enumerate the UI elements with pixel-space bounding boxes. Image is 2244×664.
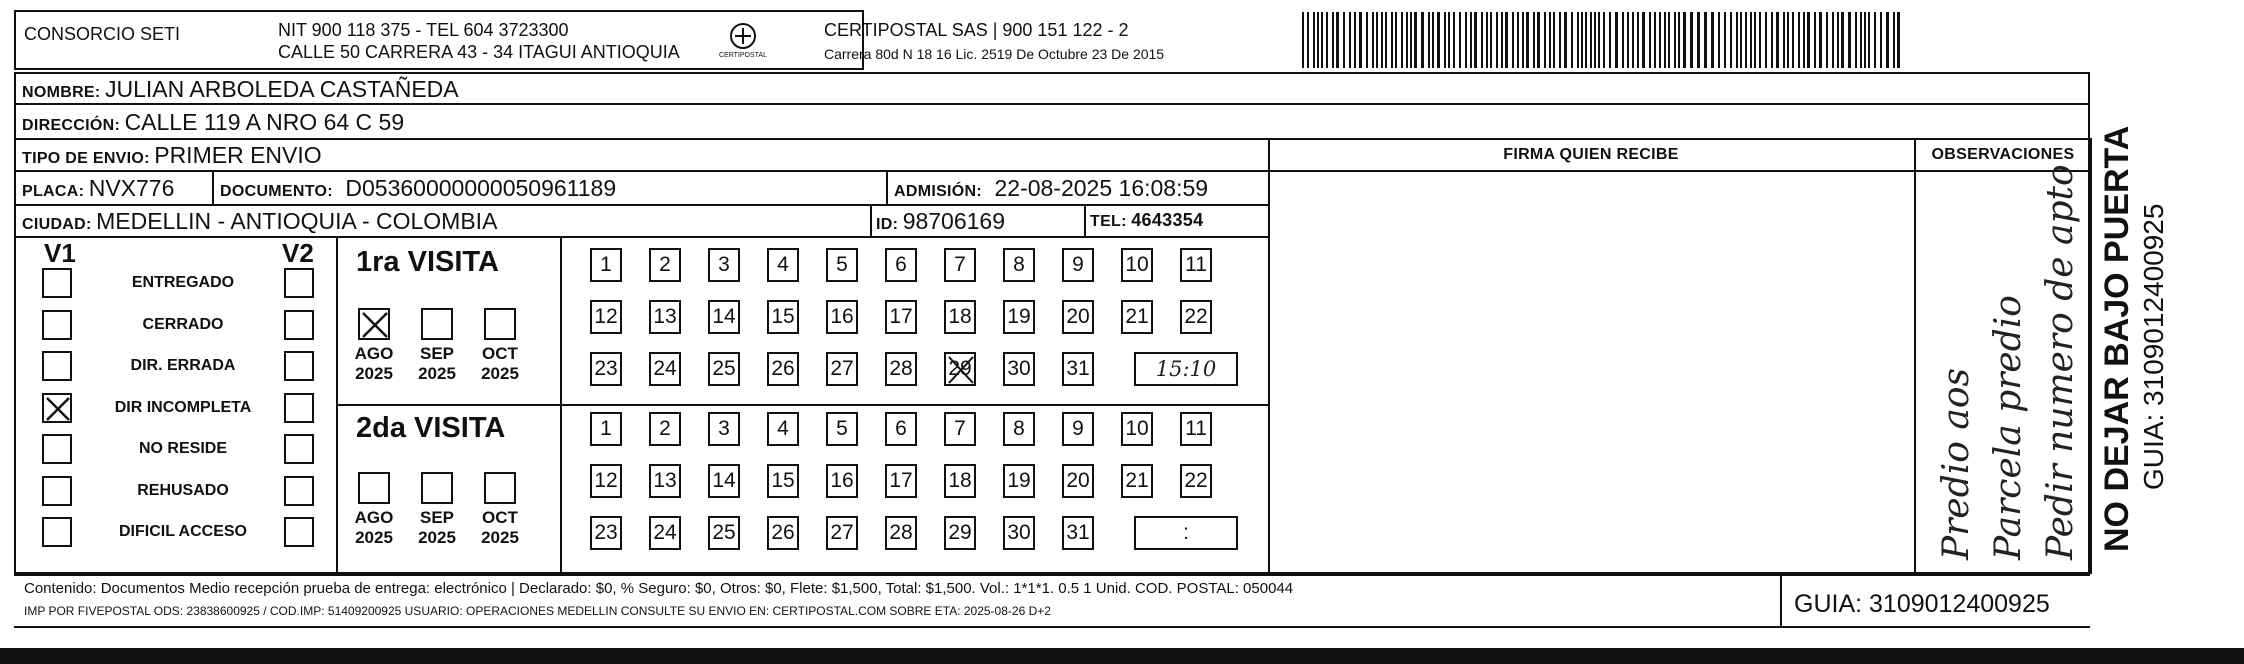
barcode-bar: [1754, 12, 1756, 68]
tipo-value: PRIMER ENVIO: [154, 142, 322, 168]
day-box[interactable]: 11: [1180, 412, 1212, 446]
documento-row: [220, 175, 616, 202]
day-box[interactable]: 24: [649, 516, 681, 550]
barcode-bar: [1366, 12, 1368, 68]
barcode-bar: [1332, 12, 1334, 68]
barcode-bar: [1437, 12, 1440, 68]
row-line-1: [14, 103, 2090, 105]
barcode-bar: [1826, 12, 1828, 68]
barcode-bar: [1381, 12, 1383, 68]
day-box[interactable]: 27: [826, 516, 858, 550]
status-label: DIFICIL ACCESO: [118, 523, 247, 540]
barcode-bar: [1787, 12, 1789, 68]
barcode-bar: [1326, 12, 1328, 68]
placa-divider: [212, 170, 214, 204]
barcode: [1302, 12, 1902, 70]
barcode-bar: [1391, 12, 1393, 68]
direccion-label: DIRECCIÓN:: [22, 117, 121, 134]
no-dejar-warning: NO DEJAR BAJO PUERTA: [2098, 125, 2136, 552]
certipostal-logo: [718, 20, 768, 64]
barcode-bar: [1307, 12, 1309, 68]
barcode-bar: [1654, 12, 1656, 68]
day-box[interactable]: 21: [1121, 300, 1153, 334]
day-box[interactable]: 31: [1062, 516, 1094, 550]
obs-right-line: [2090, 138, 2092, 574]
day-box[interactable]: 13: [649, 464, 681, 498]
barcode-bar: [1459, 12, 1461, 68]
ciudad-value: MEDELLIN - ANTIOQUIA - COLOMBIA: [96, 208, 498, 234]
side-guia: GUIA: 3109012400925: [2138, 203, 2169, 490]
barcode-bar: [1549, 12, 1551, 68]
barcode-bar: [1615, 12, 1618, 68]
barcode-bar: [1798, 12, 1800, 68]
year-label: 2025: [481, 528, 519, 547]
barcode-bar: [1432, 12, 1434, 68]
month-checkbox[interactable]: [358, 472, 390, 504]
barcode-bar: [1745, 12, 1747, 68]
barcode-bar: [1678, 12, 1680, 68]
day-box[interactable]: 23: [590, 516, 622, 550]
firma-left-line: [1268, 138, 1270, 574]
barcode-bar: [1740, 12, 1742, 68]
day-box[interactable]: 2: [649, 412, 681, 446]
barcode-bar: [1668, 12, 1670, 68]
time-box[interactable]: 15:10: [1134, 352, 1238, 386]
day-box[interactable]: 9: [1062, 412, 1094, 446]
footer-line1: Contenido: Documentos Medio recepción prueba de entrega: electrónico | Declarado: $0, % Seguro: $0, Otros: $0, Flete: $1,500, Total: $1,500. Vol.: 1*1*1. 0.5 1 Unid. COD. POSTAL: 050044: [24, 580, 1294, 597]
v1-checkbox[interactable]: [42, 434, 72, 464]
barcode-bar: [1783, 12, 1785, 68]
day-box[interactable]: 18: [944, 464, 976, 498]
day-box[interactable]: 26: [767, 352, 799, 386]
status-label: REHUSADO: [137, 481, 229, 499]
day-box[interactable]: 25: [708, 516, 740, 550]
day-box[interactable]: 6: [885, 412, 917, 446]
day-box[interactable]: 24: [649, 352, 681, 386]
row-line-4b: [1268, 170, 2090, 172]
v2-checkbox[interactable]: [284, 517, 314, 547]
day-box[interactable]: 25: [708, 352, 740, 386]
tel-label: TEL:: [1090, 213, 1127, 230]
barcode-bar: [1848, 12, 1851, 68]
barcode-bar: [1585, 12, 1587, 68]
day-box[interactable]: 29: [944, 516, 976, 550]
barcode-bar: [1343, 12, 1345, 68]
barcode-bar: [1336, 12, 1339, 68]
v2-checkbox[interactable]: [284, 310, 314, 340]
barcode-bar: [1711, 12, 1714, 68]
barcode-bar: [1776, 12, 1779, 68]
row-line-4: [14, 204, 1268, 206]
day-box[interactable]: 9: [1062, 248, 1094, 282]
id-row: [876, 208, 1005, 235]
day-box[interactable]: 13: [649, 300, 681, 334]
address-line: CALLE 50 CARRERA 43 - 34 ITAGUI ANTIOQUIA: [278, 42, 680, 62]
barcode-bar: [1864, 12, 1866, 68]
v1-checkbox[interactable]: [42, 517, 72, 547]
barcode-bar: [1581, 12, 1583, 68]
barcode-bar: [1349, 12, 1351, 68]
tel-row: [1090, 210, 1203, 231]
day-box[interactable]: 22: [1180, 464, 1212, 498]
barcode-bar: [1868, 12, 1870, 68]
day-box[interactable]: 8: [1003, 248, 1035, 282]
barcode-bar: [1736, 12, 1738, 68]
barcode-bar: [1501, 12, 1503, 68]
day-box[interactable]: 28: [885, 516, 917, 550]
tipo-label: TIPO DE ENVIO:: [22, 150, 150, 167]
barcode-bar: [1697, 12, 1700, 68]
direccion-row: [22, 109, 404, 136]
observacion-note: Pedir numero de apto: [2040, 164, 2081, 560]
barcode-bar: [1421, 12, 1424, 68]
day-box[interactable]: 11: [1180, 248, 1212, 282]
day-box[interactable]: 30: [1003, 352, 1035, 386]
barcode-bar: [1659, 12, 1661, 68]
firma-header: FIRMA QUIEN RECIBE: [1503, 146, 1679, 163]
day-box[interactable]: 5: [826, 248, 858, 282]
day-box[interactable]: 28: [885, 352, 917, 386]
admision-value: 22-08-2025 16:08:59: [994, 175, 1209, 201]
barcode-bar: [1544, 12, 1546, 68]
v2-checkbox[interactable]: [284, 393, 314, 423]
barcode-bar: [1372, 12, 1374, 68]
bottom-black-bar: [0, 648, 2244, 664]
barcode-bar: [1886, 12, 1889, 68]
barcode-bar: [1622, 12, 1624, 68]
footer-bottom: [14, 626, 2090, 628]
direccion-value: CALLE 119 A NRO 64 C 59: [124, 109, 405, 135]
barcode-bar: [1359, 12, 1362, 68]
barcode-bar: [1406, 12, 1408, 68]
barcode-bar: [1704, 12, 1707, 68]
day-box[interactable]: 4: [767, 248, 799, 282]
barcode-bar: [1486, 12, 1488, 68]
year-label: 2025: [355, 364, 393, 383]
barcode-bar: [1897, 12, 1900, 68]
month-label: AGO: [354, 344, 394, 363]
barcode-bar: [1354, 12, 1356, 68]
barcode-bar: [1553, 12, 1555, 68]
barcode-bar: [1598, 12, 1600, 68]
day-box[interactable]: 20: [1062, 464, 1094, 498]
observacion-note: Predio aos: [1936, 367, 1977, 560]
barcode-bar: [1674, 12, 1676, 68]
day-box[interactable]: 22: [1180, 300, 1212, 334]
barcode-bar: [1448, 12, 1450, 68]
barcode-bar: [1474, 12, 1477, 68]
day-box[interactable]: 17: [885, 300, 917, 334]
day-box[interactable]: 3: [708, 248, 740, 282]
day-box[interactable]: 20: [1062, 300, 1094, 334]
tel-divider: [1084, 204, 1086, 236]
v1-checkbox[interactable]: [42, 393, 72, 423]
barcode-bar: [1537, 12, 1540, 68]
first-visit-title: 1ra VISITA: [356, 246, 499, 278]
barcode-bar: [1874, 12, 1876, 68]
barcode-bar: [1765, 12, 1767, 68]
day-box[interactable]: 10: [1121, 412, 1153, 446]
observacion-note: Parcela predio: [1988, 295, 2029, 560]
nombre-label: NOMBRE:: [22, 84, 101, 101]
barcode-bar: [1807, 12, 1810, 68]
month-label: SEP: [419, 508, 455, 527]
year-label: 2025: [418, 528, 456, 547]
barcode-bar: [1690, 12, 1693, 68]
time-box[interactable]: :: [1134, 516, 1238, 550]
barcode-bar: [1453, 12, 1455, 68]
barcode-bar: [1792, 12, 1794, 68]
barcode-bar: [1559, 12, 1561, 68]
barcode-bar: [1590, 12, 1592, 68]
month-label: OCT: [482, 508, 518, 527]
barcode-bar: [1724, 12, 1726, 68]
day-box[interactable]: 16: [826, 464, 858, 498]
row-line-2: [14, 138, 2090, 140]
obs-left-line: [1914, 138, 1916, 574]
barcode-bar: [1401, 12, 1403, 68]
barcode-bar: [1564, 12, 1567, 68]
barcode-bar: [1465, 12, 1467, 68]
observaciones-header: OBSERVACIONES: [1931, 146, 2075, 163]
barcode-bar: [1385, 12, 1387, 68]
barcode-bar: [1512, 12, 1514, 68]
barcode-bar: [1627, 12, 1629, 68]
logo-text: CERTIPOSTAL: [719, 52, 767, 59]
barcode-bar: [1490, 12, 1492, 68]
barcode-bar: [1594, 12, 1596, 68]
barcode-bar: [1837, 12, 1839, 68]
barcode-bar: [1395, 12, 1397, 68]
barcode-bar: [1664, 12, 1666, 68]
month-checkbox[interactable]: [484, 308, 516, 340]
barcode-bar: [1893, 12, 1895, 68]
barcode-bar: [1505, 12, 1508, 68]
footer-line: [14, 574, 2090, 576]
id-value: 98706169: [902, 208, 1006, 234]
barcode-bar: [1313, 12, 1315, 68]
day-box[interactable]: 31: [1062, 352, 1094, 386]
v1-checkbox[interactable]: [42, 310, 72, 340]
day-box[interactable]: 23: [590, 352, 622, 386]
barcode-bar: [1526, 12, 1529, 68]
day-box[interactable]: 12: [590, 464, 622, 498]
day-box[interactable]: 18: [944, 300, 976, 334]
barcode-bar: [1517, 12, 1519, 68]
nit-line: NIT 900 118 375 - TEL 604 3723300: [278, 20, 569, 40]
barcode-bar: [1481, 12, 1483, 68]
month-label: OCT: [482, 344, 518, 363]
day-box[interactable]: 29: [944, 352, 976, 386]
documento-label: DOCUMENTO:: [220, 183, 333, 200]
barcode-bar: [1603, 12, 1605, 68]
admision-row: [894, 175, 1208, 202]
day-box[interactable]: 7: [944, 248, 976, 282]
company-name: CONSORCIO SETI: [24, 24, 181, 44]
month-label: AGO: [354, 508, 394, 527]
id-divider: [870, 204, 872, 236]
ciudad-row: [22, 208, 497, 235]
v2-checkbox[interactable]: [284, 434, 314, 464]
barcode-bar: [1637, 12, 1639, 68]
row-line-5: [14, 236, 1268, 238]
row-line-3: [14, 170, 1268, 172]
visit-mid-line: [336, 404, 1268, 406]
footer-line2: IMP POR FIVEPOSTAL ODS: 23838600925 / COD.IMP: 51409200925 USUARIO: OPERACIONES MEDELLIN CONSULTE SU ENVIO EN: CERTIPOSTAL.COM SOBRE ETA: 2025-08-26 D+2: [24, 604, 1051, 618]
barcode-bar: [1771, 12, 1773, 68]
barcode-bar: [1376, 12, 1378, 68]
month-checkbox[interactable]: [421, 472, 453, 504]
day-box[interactable]: 4: [767, 412, 799, 446]
v2-checkbox[interactable]: [284, 268, 314, 298]
day-box[interactable]: 14: [708, 300, 740, 334]
year-label: 2025: [481, 364, 519, 383]
month-label: SEP: [419, 344, 455, 363]
barcode-bar: [1577, 12, 1579, 68]
barcode-bar: [1819, 12, 1822, 68]
month-checkbox[interactable]: [358, 308, 390, 340]
barcode-bar: [1880, 12, 1882, 68]
barcode-bar: [1855, 12, 1857, 68]
v1-checkbox[interactable]: [42, 476, 72, 506]
barcode-bar: [1642, 12, 1645, 68]
footer-guia: GUIA: 3109012400925: [1794, 590, 2050, 618]
admision-label: ADMISIÓN:: [894, 183, 983, 200]
nombre-row: [22, 76, 459, 103]
barcode-bar: [1841, 12, 1844, 68]
barcode-bar: [1759, 12, 1761, 68]
day-box[interactable]: 6: [885, 248, 917, 282]
v1-checkbox[interactable]: [42, 268, 72, 298]
barcode-bar: [1410, 12, 1412, 68]
status-label: ENTREGADO: [131, 274, 235, 291]
day-box[interactable]: 30: [1003, 516, 1035, 550]
barcode-bar: [1814, 12, 1816, 68]
tel-value: 4643354: [1131, 210, 1204, 230]
v2-checkbox[interactable]: [284, 476, 314, 506]
barcode-bar: [1428, 12, 1430, 68]
barcode-bar: [1609, 12, 1611, 68]
placa-value: NVX776: [88, 175, 175, 201]
barcode-bar: [1317, 12, 1319, 68]
barcode-bar: [1649, 12, 1651, 68]
placa-row: [22, 175, 174, 202]
day-box[interactable]: 15: [767, 300, 799, 334]
day-box[interactable]: 2: [649, 248, 681, 282]
day-box[interactable]: 26: [767, 516, 799, 550]
footer-guia-divider: [1780, 574, 1782, 626]
barcode-bar: [1533, 12, 1535, 68]
admision-divider: [886, 170, 888, 204]
status-label: DIR INCOMPLETA: [114, 398, 252, 416]
day-box[interactable]: 12: [590, 300, 622, 334]
month-checkbox[interactable]: [484, 472, 516, 504]
barcode-bar: [1750, 12, 1752, 68]
day-box[interactable]: 10: [1121, 248, 1153, 282]
tipo-row: [22, 142, 322, 169]
documento-value: D05360000000050961189: [345, 175, 617, 201]
year-label: 2025: [355, 528, 393, 547]
v1-checkbox[interactable]: [42, 351, 72, 381]
day-box[interactable]: 19: [1003, 464, 1035, 498]
day-box[interactable]: 1: [590, 248, 622, 282]
barcode-bar: [1414, 12, 1417, 68]
day-box[interactable]: 19: [1003, 300, 1035, 334]
year-label: 2025: [418, 364, 456, 383]
second-visit-title: 2da VISITA: [356, 412, 506, 444]
day-box[interactable]: 7: [944, 412, 976, 446]
barcode-bar: [1444, 12, 1446, 68]
barcode-bar: [1632, 12, 1634, 68]
day-box[interactable]: 5: [826, 412, 858, 446]
barcode-bar: [1302, 12, 1304, 68]
barcode-bar: [1832, 12, 1834, 68]
status-label: NO RESIDE: [138, 440, 227, 457]
ciudad-label: CIUDAD:: [22, 216, 92, 233]
status-label: CERRADO: [142, 315, 224, 333]
day-box[interactable]: 14: [708, 464, 740, 498]
day-box[interactable]: 21: [1121, 464, 1153, 498]
day-box[interactable]: 1: [590, 412, 622, 446]
barcode-bar: [1803, 12, 1805, 68]
month-checkbox[interactable]: [421, 308, 453, 340]
day-box[interactable]: 8: [1003, 412, 1035, 446]
placa-label: PLACA:: [22, 183, 85, 200]
barcode-bar: [1860, 12, 1862, 68]
barcode-bar: [1496, 12, 1498, 68]
barcode-bar: [1683, 12, 1686, 68]
certipostal-line2: Carrera 80d N 18 16 Lic. 2519 De Octubre 23 De 2015: [824, 46, 1165, 62]
day-box[interactable]: 15: [767, 464, 799, 498]
day-box[interactable]: 16: [826, 300, 858, 334]
v2-header: V2: [282, 238, 314, 268]
barcode-bar: [1321, 12, 1323, 68]
barcode-bar: [1522, 12, 1524, 68]
v2-checkbox[interactable]: [284, 351, 314, 381]
day-box[interactable]: 3: [708, 412, 740, 446]
barcode-bar: [1730, 12, 1732, 68]
barcode-bar: [1571, 12, 1573, 68]
id-label: ID:: [876, 216, 899, 233]
v1-header: V1: [44, 238, 76, 268]
day-box[interactable]: 27: [826, 352, 858, 386]
status-label: DIR. ERRADA: [130, 357, 236, 374]
barcode-bar: [1718, 12, 1720, 68]
nombre-value: JULIAN ARBOLEDA CASTAÑEDA: [105, 76, 459, 102]
barcode-bar: [1470, 12, 1472, 68]
certipostal-line1: CERTIPOSTAL SAS | 900 151 122 - 2: [824, 20, 1129, 40]
day-box[interactable]: 17: [885, 464, 917, 498]
